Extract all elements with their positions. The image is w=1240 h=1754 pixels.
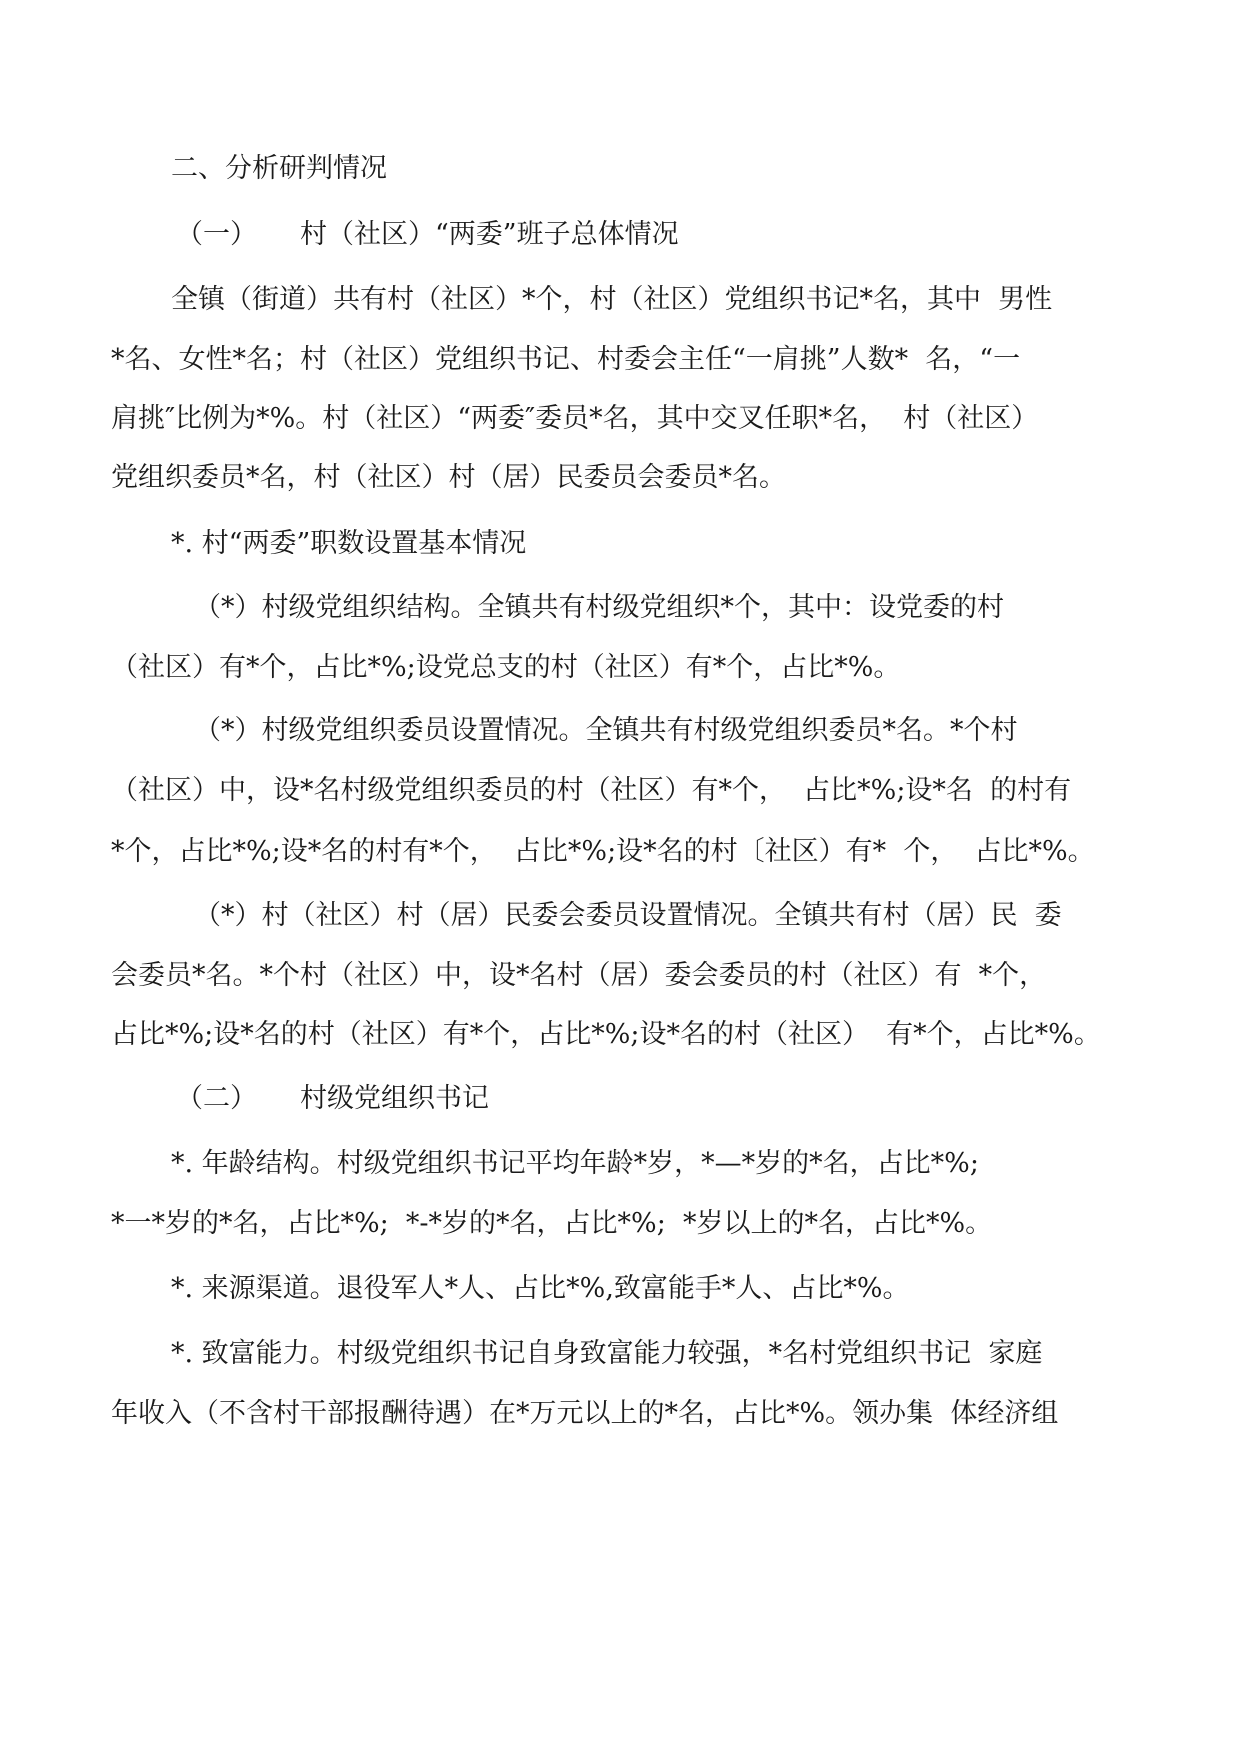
para3-line3: *个，占比*%;设*名的村有*个， 占比*%;设*名的村〔社区）有* 个， 占比*%。: [111, 836, 1095, 867]
para1-line1: 全镇（街道）共有村（社区）*个，村（社区）党组织书记*名，其中 男性: [171, 284, 1053, 315]
para4-line2: 会委员*名。*个村（社区）中，设*名村（居）委会委员的村（社区）有 *个，: [111, 960, 1047, 991]
para3-line1: （*）村级党组织委员设置情况。全镇共有村级党组织委员*名。*个村: [194, 715, 1018, 746]
para4-line3: 占比*%;设*名的村（社区）有*个，占比*%;设*名的村（社区） 有*个，占比*%。: [111, 1019, 1101, 1050]
para5-line1: *. 年龄结构。村级党组织书记平均年龄*岁，*—*岁的*名，占比*%;: [171, 1148, 979, 1179]
para6-line1: *. 来源渠道。退役军人*人、占比*%,致富能手*人、占比*%。: [171, 1273, 910, 1304]
para2-line2: （社区）有*个，占比*%;设党总支的村（社区）有*个，占比*%。: [111, 652, 901, 683]
item-1-heading: *. 村“两委”职数设置基本情况: [171, 528, 527, 559]
para1-line2: *名、女性*名；村（社区）党组织书记、村委会主任“一肩挑”人数* 名，“一: [111, 344, 1021, 375]
subsection-1-title: 村（社区）“两委”班子总体情况: [300, 219, 679, 250]
para7-line1: *. 致富能力。村级党组织书记自身致富能力较强，*名村党组织书记 家庭: [171, 1338, 1043, 1369]
subsection-1-number: （一）: [176, 219, 257, 250]
para5-line2: *一*岁的*名，占比*%; *-*岁的*名，占比*%; *岁以上的*名，占比*%。: [111, 1208, 993, 1239]
subsection-2-title: 村级党组织书记: [300, 1083, 489, 1114]
para4-line1: （*）村（社区）村（居）民委会委员设置情况。全镇共有村（居）民 委: [194, 900, 1062, 931]
para7-line2: 年收入（不含村干部报酬待遇）在*万元以上的*名，占比*%。领办集 体经济组: [111, 1398, 1059, 1429]
para3-line2: （社区）中，设*名村级党组织委员的村（社区）有*个， 占比*%;设*名 的村有: [111, 775, 1072, 806]
subsection-2-number: （二）: [176, 1083, 257, 1114]
para1-line4: 党组织委员*名，村（社区）村（居）民委员会委员*名。: [111, 462, 786, 493]
section-heading: 二、分析研判情况: [171, 153, 387, 184]
para2-line1: （*）村级党组织结构。全镇共有村级党组织*个，其中：设党委的村: [194, 592, 1004, 623]
para1-line3: 肩挑″比例为*%。村（社区）“两委″委员*名，其中交叉任职*名， 村（社区）: [111, 403, 1039, 434]
